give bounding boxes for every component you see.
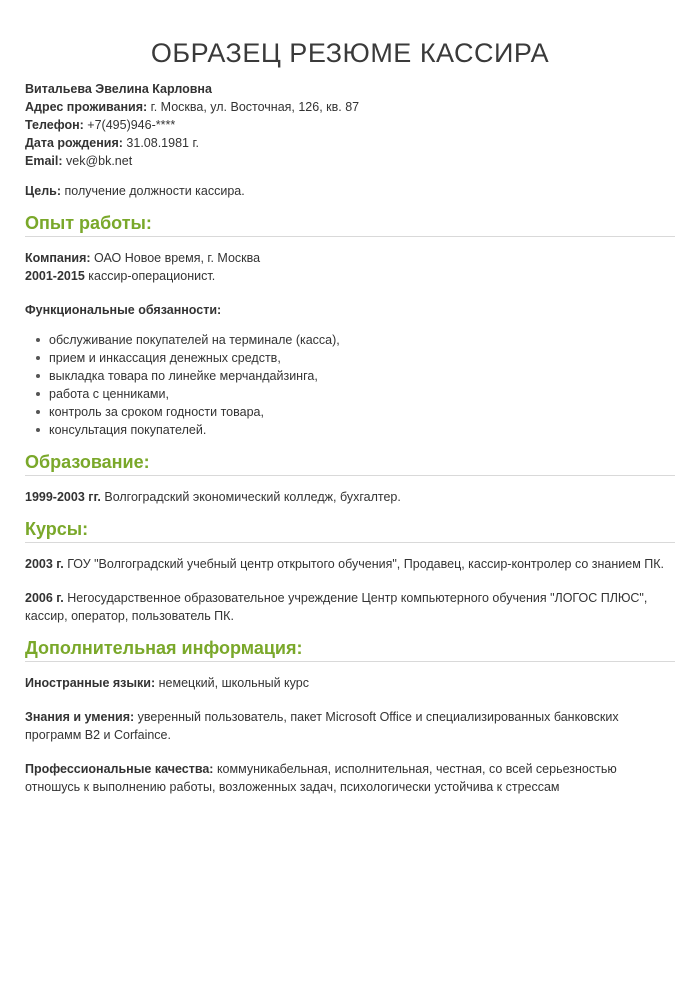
languages-line xyxy=(25,674,675,692)
phone-label: Телефон: xyxy=(25,118,84,132)
address-value: г. Москва, ул. Восточная, 126, кв. 87 xyxy=(147,100,360,114)
page-title: ОБРАЗЕЦ РЕЗЮМЕ КАССИРА xyxy=(150,38,550,69)
skills-line xyxy=(25,708,675,744)
course-item xyxy=(25,589,675,625)
goal-value: получение должности кассира. xyxy=(61,184,245,198)
education-line xyxy=(25,488,675,506)
company-label: Компания: xyxy=(25,251,91,265)
list-item: прием и инкассация денежных средств, xyxy=(49,349,675,367)
address-line xyxy=(25,98,675,116)
birth-value: 31.08.1981 г. xyxy=(122,136,199,150)
list-item: работа с ценниками, xyxy=(49,385,675,403)
goal-line xyxy=(25,182,675,200)
phone-value: +7(495)946-**** xyxy=(83,118,176,132)
company-line xyxy=(25,249,675,267)
period-line xyxy=(25,267,675,285)
education-value: Волгоградский экономический колледж, бухгалтер. xyxy=(100,490,401,504)
section-education-heading: Образование: xyxy=(25,451,675,476)
section-courses-heading: Курсы: xyxy=(25,518,675,543)
candidate-name: Витальева Эвелина Карловна xyxy=(25,82,212,96)
course-text: Негосударственное образовательное учреждение Центр компьютерного обучения "ЛОГОС ПЛЮС", кассир, оператор, пользователь ПК. xyxy=(25,591,648,623)
list-item: контроль за сроком годности товара, xyxy=(49,403,675,421)
education-period: 1999-2003 гг. xyxy=(25,490,101,504)
birth-line xyxy=(25,134,675,152)
skills-value: уверенный пользователь, пакет Microsoft Office и специализированных банковских программ В2 и Corfaince. xyxy=(25,710,619,742)
section-additional-heading: Дополнительная информация: xyxy=(25,637,675,662)
languages-value: немецкий, школьный курс xyxy=(155,676,309,690)
course-year: 2003 г. xyxy=(25,557,64,571)
address-label: Адрес проживания: xyxy=(25,100,148,114)
qualities-value: коммуникабельная, исполнительная, честная, со всей серьезностью отношусь к выполнению работы, возложенных задач, психологически устойчива к стрессам xyxy=(25,762,617,794)
list-item: обслуживание покупателей на терминале (касса), xyxy=(49,331,675,349)
period-value: кассир-операционист. xyxy=(84,269,216,283)
email-label: Email: xyxy=(25,154,63,168)
email-value: vek@bk.net xyxy=(62,154,133,168)
duties-heading: Функциональные обязанности: xyxy=(25,303,222,317)
qualities-label: Профессиональные качества: xyxy=(25,762,214,776)
birth-label: Дата рождения: xyxy=(25,136,123,150)
languages-label: Иностранные языки: xyxy=(25,676,156,690)
qualities-line xyxy=(25,760,675,796)
period-label: 2001-2015 xyxy=(25,269,85,283)
list-item: консультация покупателей. xyxy=(49,421,675,439)
resume-content xyxy=(25,80,675,796)
company-value: ОАО Новое время, г. Москва xyxy=(90,251,261,265)
course-text: ГОУ "Волгоградский учебный центр открытого обучения", Продавец, кассир-контролер со знанием ПК. xyxy=(63,557,664,571)
course-item xyxy=(25,555,675,573)
phone-line xyxy=(25,116,675,134)
course-year: 2006 г. xyxy=(25,591,64,605)
email-line xyxy=(25,152,675,170)
duties-list xyxy=(25,331,675,439)
section-experience-heading: Опыт работы: xyxy=(25,212,675,237)
skills-label: Знания и умения: xyxy=(25,710,135,724)
list-item: выкладка товара по линейке мерчандайзинга, xyxy=(49,367,675,385)
goal-label: Цель: xyxy=(25,184,62,198)
